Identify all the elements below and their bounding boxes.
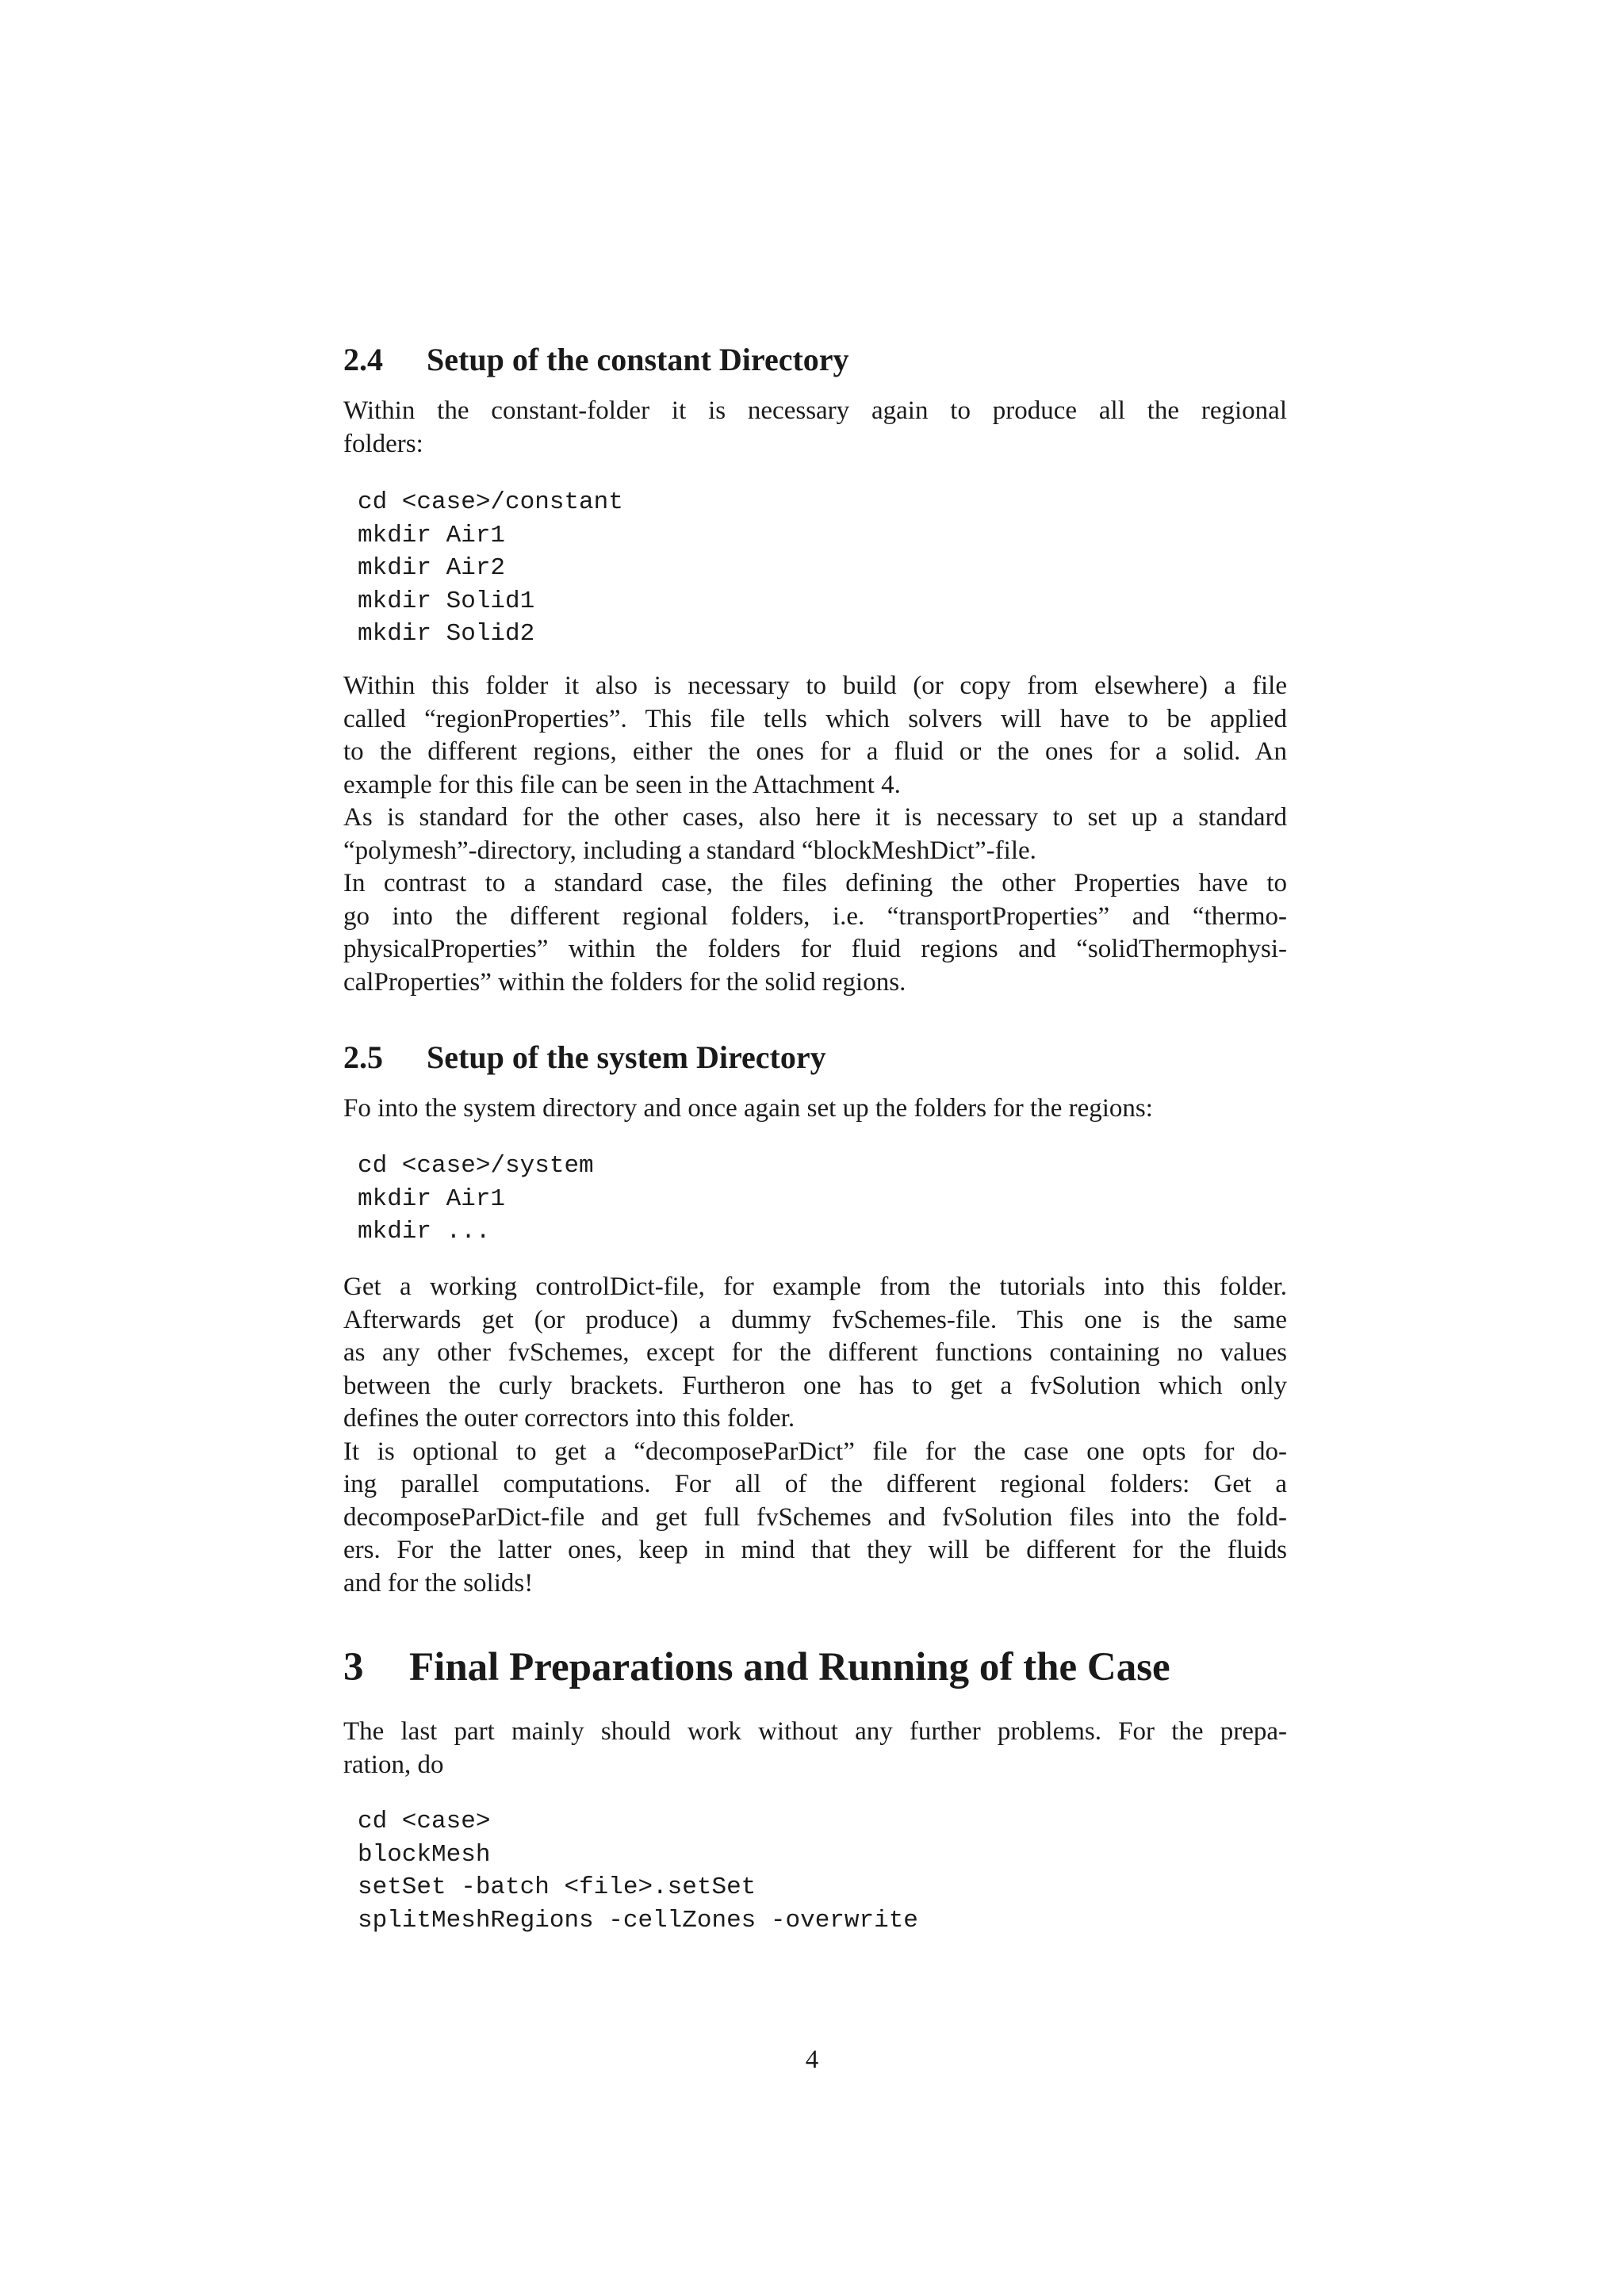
text-line: It is optional to get a “decomposeParDict” file for the case one opts for do-: [343, 1437, 1287, 1466]
text-line: defines the outer correctors into this folder.: [343, 1404, 795, 1433]
text-line: decomposeParDict-file and get full fvSchemes and fvSolution files into the fold-: [343, 1502, 1287, 1532]
paragraph-2-4-intro: [343, 395, 1287, 461]
section-number: 2.4: [343, 342, 383, 377]
paragraph-2-5-intro: [343, 1093, 1287, 1126]
code-line: mkdir ...: [358, 1218, 491, 1246]
text-line: physicalProperties” within the folders for fluid regions and “solidThermophysi-: [343, 935, 1287, 963]
section-heading-3: [343, 1644, 1170, 1691]
text-line: go into the different regional folders, i.e. “transportProperties” and “thermo-: [343, 901, 1287, 931]
code-line: blockMesh: [358, 1840, 491, 1869]
code-line: setSet -batch <file>.setSet: [358, 1873, 756, 1901]
paragraph-2-4-body: [343, 670, 1287, 999]
text-line: Within this folder it also is necessary to build (or copy from elsewhere) a file: [343, 672, 1287, 700]
paragraph-2-5-body: [343, 1271, 1287, 1600]
section-title: Setup of the system Directory: [427, 1039, 826, 1075]
text-line: ers. For the latter ones, keep in mind that they will be different for the fluids: [343, 1536, 1287, 1564]
text-line: In contrast to a standard case, the files defining the other Properties have to: [343, 869, 1287, 897]
text-line: The last part mainly should work without any further problems. For the prepa-: [343, 1717, 1287, 1746]
code-line: mkdir Air2: [358, 554, 506, 582]
text-line: Fo into the system directory and once again set up the folders for the regions:: [343, 1094, 1153, 1123]
text-line: called “regionProperties”. This file tells which solvers will have to be applied: [343, 704, 1287, 733]
code-line: cd <case>/system: [358, 1152, 594, 1180]
text-line: to the different regions, either the ones for a fluid or the ones for a solid. An: [343, 737, 1287, 766]
text-line: example for this file can be seen in the Attachment 4.: [343, 770, 901, 799]
text-line: calProperties” within the folders for the solid regions.: [343, 967, 906, 997]
code-line: splitMeshRegions -cellZones -overwrite: [358, 1906, 918, 1934]
code-line: mkdir Air1: [358, 1184, 506, 1213]
code-line: mkdir Air1: [358, 521, 506, 549]
text-line: Afterwards get (or produce) a dummy fvSchemes-file. This one is the same: [343, 1305, 1287, 1334]
section-heading-2-4: [343, 341, 849, 379]
section-title: Setup of the constant Directory: [427, 342, 849, 377]
section-heading-2-5: [343, 1039, 826, 1077]
section-number: 3: [343, 1645, 364, 1689]
text-line: Within the constant-folder it is necessary again to produce all the regional: [343, 396, 1287, 425]
text-line: and for the solids!: [343, 1568, 534, 1598]
code-line: cd <case>/constant: [358, 488, 623, 516]
code-block-system: [358, 1150, 594, 1249]
paragraph-3-intro: [343, 1716, 1287, 1781]
section-number: 2.5: [343, 1039, 383, 1075]
code-line: cd <case>: [358, 1808, 491, 1835]
code-block-constant: [358, 486, 623, 651]
section-title: Final Preparations and Running of the Case: [409, 1645, 1170, 1689]
text-line: ing parallel computations. For all of the different regional folders: Get a: [343, 1470, 1287, 1498]
text-line: ration, do: [343, 1750, 444, 1779]
code-block-case: [358, 1805, 918, 1937]
text-line: “polymesh”-directory, including a standard “blockMeshDict”-file.: [343, 836, 1036, 865]
page-number: 4: [805, 2045, 819, 2074]
code-line: mkdir Solid1: [358, 587, 535, 615]
text-line: Get a working controlDict-file, for example from the tutorials into this folder.: [343, 1272, 1287, 1301]
text-line: between the curly brackets. Furtheron one has to get a fvSolution which only: [343, 1371, 1287, 1400]
text-line: folders:: [343, 429, 423, 458]
text-line: As is standard for the other cases, also here it is necessary to set up a standard: [343, 803, 1287, 832]
text-line: as any other fvSchemes, except for the different functions containing no values: [343, 1338, 1287, 1367]
code-line: mkdir Solid2: [358, 620, 535, 648]
